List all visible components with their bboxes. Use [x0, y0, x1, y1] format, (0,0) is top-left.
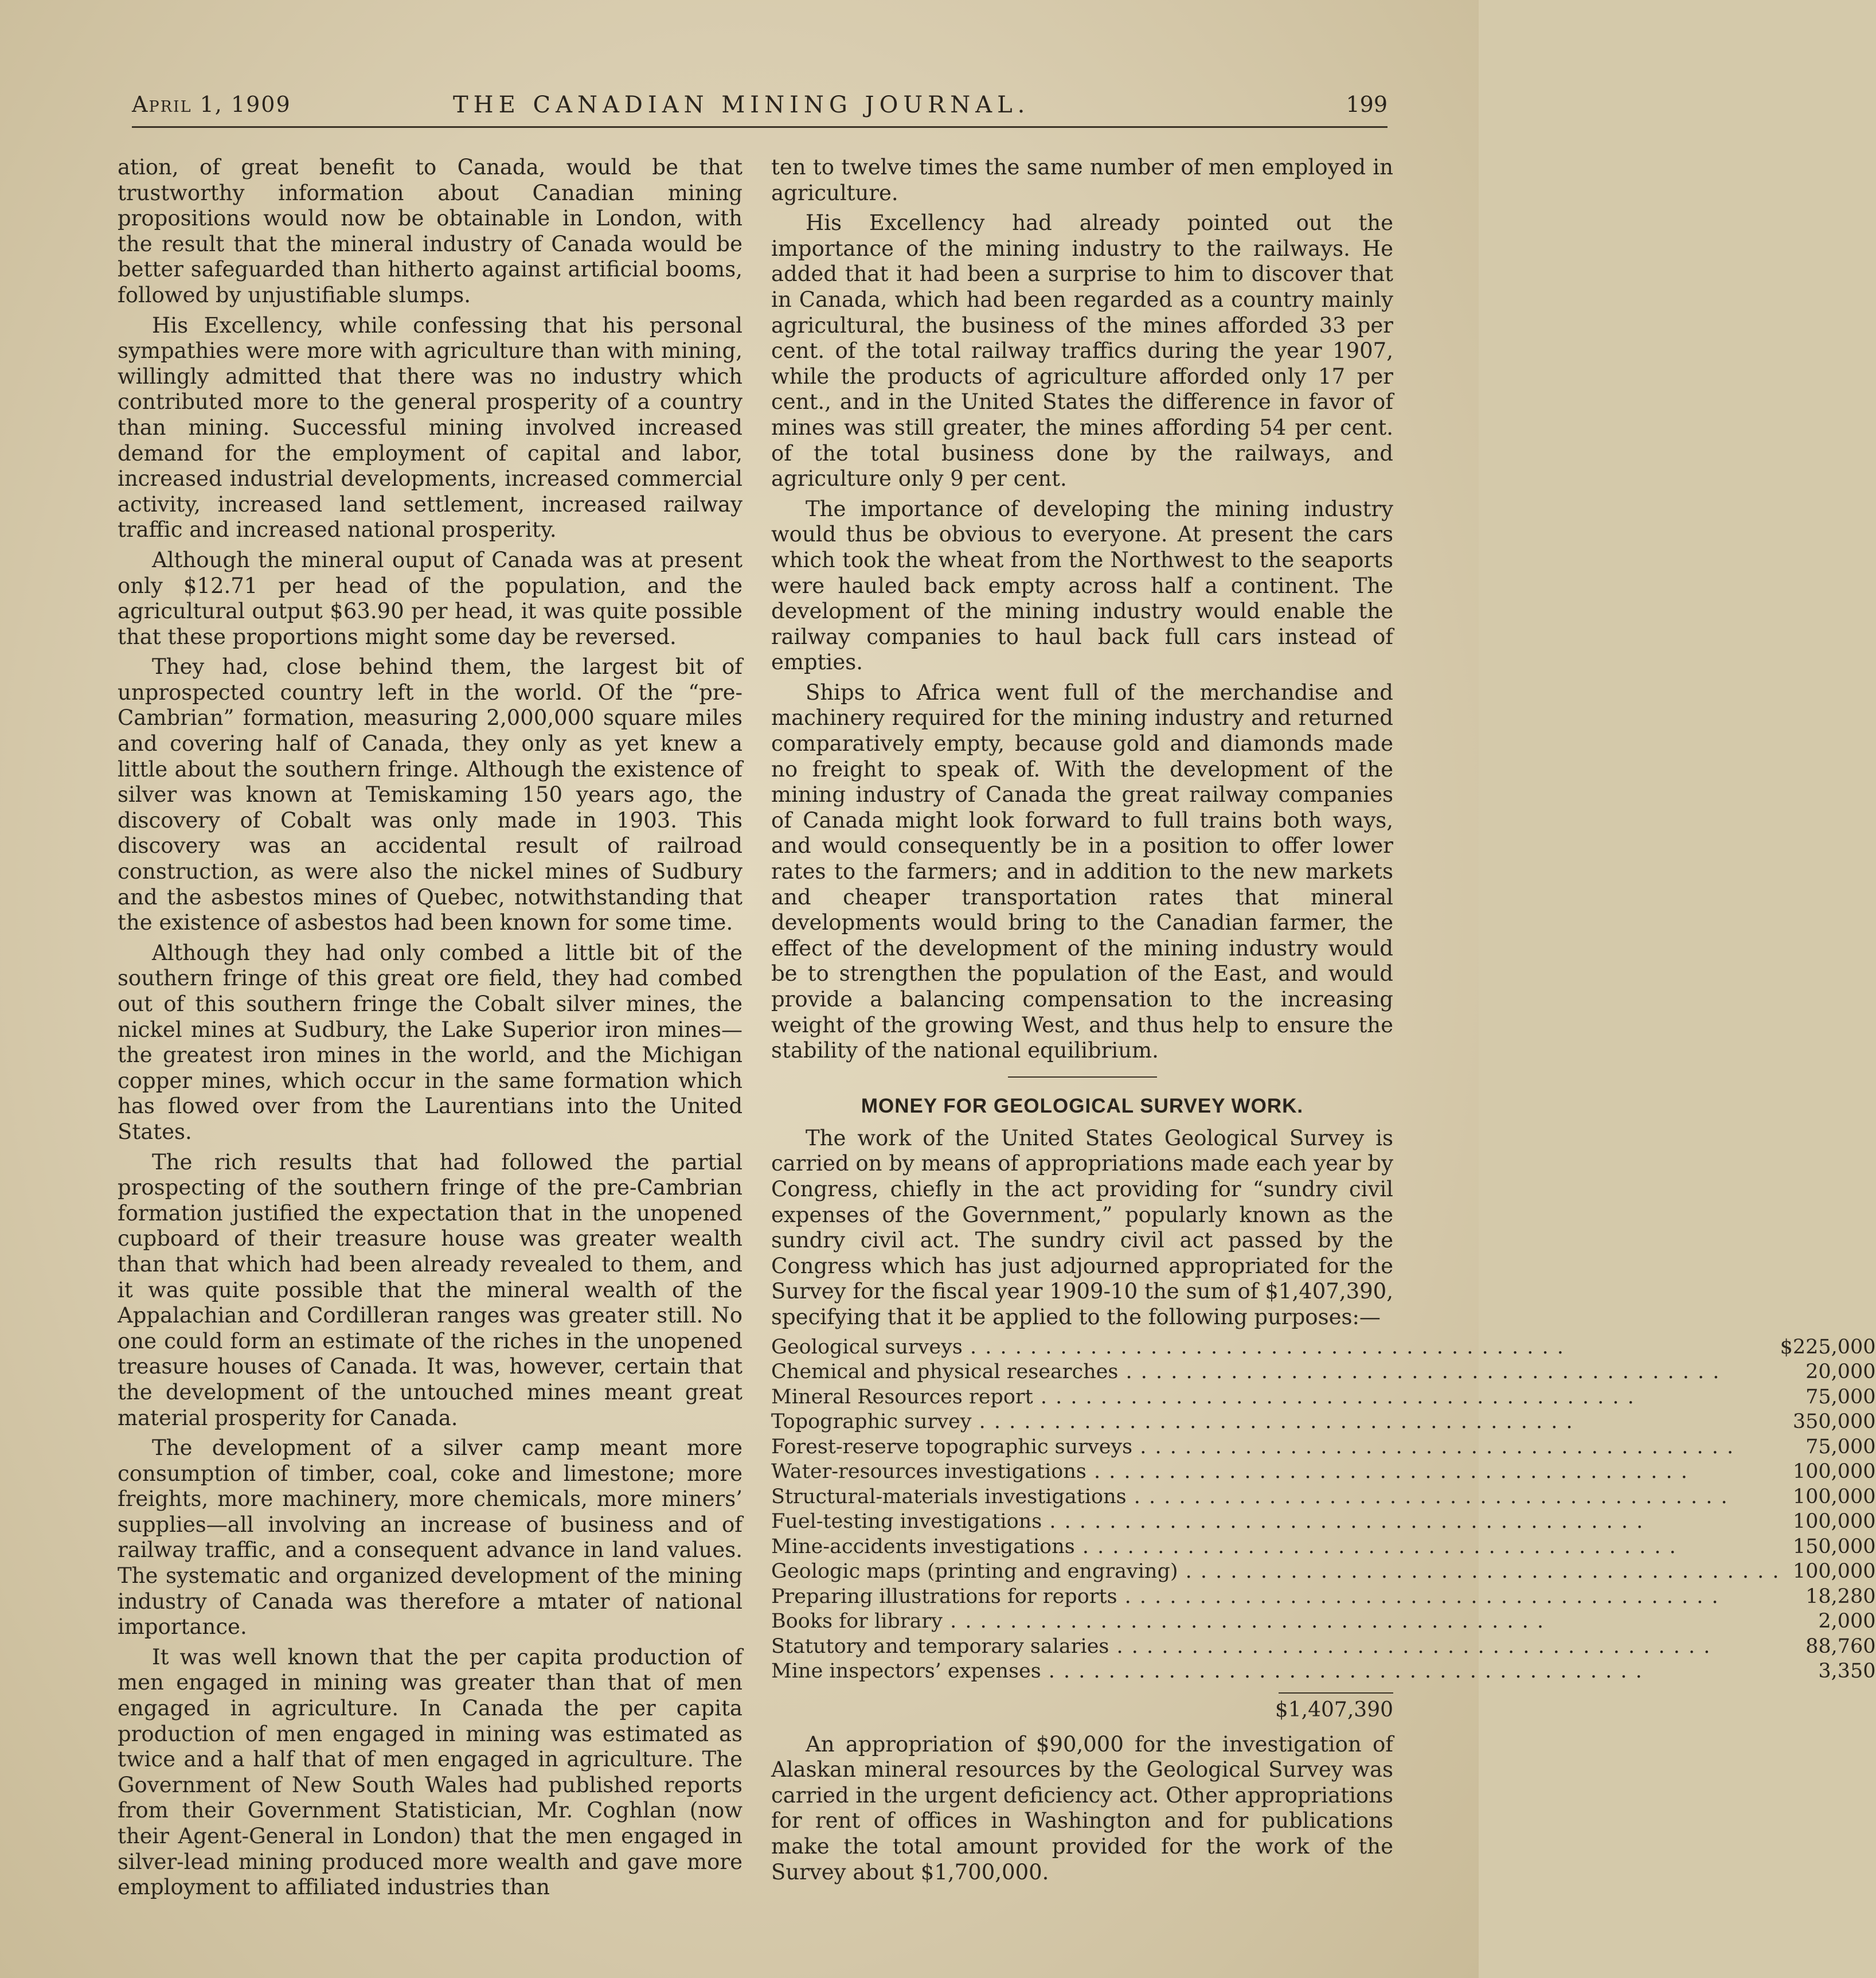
appropriation-amount: 100,000: [1792, 1510, 1876, 1534]
appropriation-amount: 2,000: [1818, 1610, 1876, 1633]
page-number: 199: [1346, 92, 1388, 117]
appropriation-label: Water-resources investigations: [771, 1460, 1086, 1484]
appropriation-label: Mine inspectors’ expenses: [771, 1660, 1041, 1683]
appropriation-label: Geological surveys: [771, 1335, 963, 1359]
appropriation-amount: 350,000: [1792, 1410, 1876, 1434]
appropriation-row: [771, 1360, 1876, 1385]
section-divider: [1008, 1076, 1157, 1078]
appropriation-amount: 3,350: [1818, 1660, 1876, 1683]
appropriation-label: Statutory and temporary salaries: [771, 1634, 1109, 1658]
paragraph: The development of a silver camp meant more consumption of timber, coal, coke and limestone; more freights, more machinery, more chemicals, more miners’ supplies—all involving an increase of business and of railway traffic, and a consequent advance in land values. The systematic and organized development of the mining industry of Canada was therefore a mtater of national importance.: [118, 1435, 742, 1640]
appropriation-row: [771, 1634, 1876, 1660]
paragraph: Although the mineral ouput of Canada was at present only $12.71 per head of the population, and the agricultural output $63.90 per head, it was quite possible that these proportions might some day be reversed.: [118, 547, 742, 649]
paragraph: His Excellency had already pointed out the importance of the mining industry to the railways. He added that it had been a surprise to him to discover that in Canada, which had been regarded as a country mainly agricultural, the business of the mines afforded 33 per cent. of the total railway traffics during the year 1907, while the products of agriculture afforded only 17 per cent., and in the United States the difference in favor of mines was still greater, the mines affording 54 per cent. of the total business done by the railways, and agriculture only 9 per cent.: [771, 210, 1393, 491]
paragraph: It was well known that the per capita production of men engaged in mining was greater than that of men engaged in agriculture. In Canada the per capita production of men engaged in mining was estimated as twice and a half that of men engaged in agriculture. The Government of New South Wales had published reports from their Government Statistician, Mr. Coghlan (now their Agent-General in London) that the men engaged in silver-lead mining produced more wealth and gave more employment to affiliated industries than: [118, 1644, 742, 1900]
appropriation-row: [771, 1509, 1876, 1535]
leader-dots: [943, 1610, 1545, 1633]
leader-dots: [1117, 1585, 1719, 1608]
appropriation-amount: 20,000: [1805, 1360, 1876, 1384]
leader-dots: [1178, 1560, 1780, 1583]
appropriation-label: Structural-materials investigations: [771, 1485, 1127, 1508]
leader-dots: [1075, 1535, 1677, 1558]
leader-dots: [1127, 1485, 1729, 1508]
leader-dots: [972, 1410, 1574, 1433]
appropriations-total: $1,407,390: [1275, 1698, 1393, 1722]
closing-paragraph: An appropriation of $90,000 for the investigation of Alaskan mineral resources by the Geological Survey was carried in the urgent deficiency act. Other appropriations for rent of offices in Washington and for publications make the total amount provided for the work of the Survey about $1,700,000.: [771, 1731, 1393, 1885]
leader-dots: [1041, 1660, 1643, 1683]
paragraph: Ships to Africa went full of the merchandise and machinery required for the mining industry and returned comparatively empty, because gold and diamonds made no freight to speak of. With the development of the mining industry of Canada the great railway companies of Canada might look forward to full trains both ways, and would consequently be in a position to offer lower rates to the farmers; and in addition to the new markets and cheaper transportation rates that mineral developments would bring to the Canadian farmer, the effect of the development of the mining industry would be to strengthen the population of the East, and would provide a balancing compensation to the increasing weight of the growing West, and thus help to ensure the stability of the national equilibrium.: [771, 680, 1393, 1063]
appropriation-label: Forest-reserve topographic surveys: [771, 1435, 1133, 1458]
appropriation-row: [771, 1410, 1876, 1435]
left-column: [118, 155, 742, 1905]
paragraph: His Excellency, while confessing that his personal sympathies were more with agriculture than with mining, willingly admitted that there was no industry which contributed more to the general prosperity of a country than mining. Successful mining involved increased demand for the employment of capital and labor, increased industrial developments, increased commercial activity, increased land settlement, increased railway traffic and increased national prosperity.: [118, 313, 742, 543]
appropriation-label: Mineral Resources report: [771, 1385, 1033, 1409]
appropriation-row: [771, 1435, 1876, 1460]
section-intro: The work of the United States Geological Survey is carried on by means of appropriations made each year by Congress, chiefly in the act providing for “sundry civil expenses of the Government,” popularly known as the sundry civil act. The sundry civil act passed by the Congress which has just adjourned appropriated for the Survey for the fiscal year 1909-10 the sum of $1,407,390, specifying that it be applied to the following purposes:—: [771, 1125, 1393, 1329]
paragraph: The rich results that had followed the partial prospecting of the southern fringe of the pre-Cambrian formation justified the expectation that in the unopened cupboard of their treasure house was greater wealth than that which had been already revealed to them, and it was quite possible that the mineral wealth of the Appalachian and Cordilleran ranges was greater still. No one could form an estimate of the riches in the unopened treasure houses of Canada. It was, however, certain that the development of the untouched mines meant great material prosperity for Canada.: [118, 1149, 742, 1430]
leader-dots: [1042, 1510, 1644, 1533]
appropriation-amount: 100,000: [1792, 1560, 1876, 1583]
leader-dots: [1033, 1386, 1635, 1409]
appropriation-amount: 88,760: [1805, 1634, 1876, 1658]
paragraph: ten to twelve times the same number of men employed in agriculture.: [771, 155, 1393, 205]
appropriation-row: [771, 1559, 1876, 1585]
appropriation-amount: 18,280: [1805, 1585, 1876, 1608]
appropriation-row: [771, 1609, 1876, 1634]
running-header: [132, 92, 1388, 128]
leader-dots: [1086, 1460, 1689, 1483]
appropriation-row: [771, 1585, 1876, 1610]
appropriation-row: [771, 1385, 1876, 1410]
appropriation-row: [771, 1460, 1876, 1485]
appropriation-amount: $225,000: [1780, 1335, 1876, 1359]
appropriation-label: Topographic survey: [771, 1410, 972, 1434]
section-heading: MONEY FOR GEOLOGICAL SURVEY WORK.: [861, 1094, 1304, 1117]
appropriations-table: [771, 1335, 1876, 1684]
appropriation-label: Fuel-testing investigations: [771, 1510, 1042, 1534]
appropriation-row: [771, 1659, 1876, 1684]
appropriation-amount: 75,000: [1805, 1385, 1876, 1409]
paragraph: Although they had only combed a little bit of the southern fringe of this great ore field, they had combed out of this southern fringe the Cobalt silver mines, the nickel mines at Sudbury, the Lake Superior iron mines—the greatest iron mines in the world, and the Michigan copper mines, which occur in the same formation which has flowed over from the Laurentians into the United States.: [118, 940, 742, 1144]
paragraph: ation, of great benefit to Canada, would be that trustworthy information about Canadian mining propositions would now be obtainable in London, with the result that the mineral industry of Canada would be better safeguarded than hitherto against artificial booms, followed by unjustifiable slumps.: [118, 155, 742, 307]
appropriation-label: Chemical and physical researches: [771, 1360, 1119, 1384]
appropriation-row: [771, 1535, 1876, 1560]
paragraph: The importance of developing the mining industry would thus be obvious to everyone. At present the cars which took the wheat from the Northwest to the seaports were hauled back empty across half a continent. The development of the mining industry would enable the railway companies to haul back full cars instead of empties.: [771, 496, 1393, 675]
right-column: [771, 155, 1876, 1890]
appropriation-amount: 100,000: [1792, 1460, 1876, 1484]
appropriation-amount: 150,000: [1792, 1535, 1876, 1558]
paragraph: They had, close behind them, the largest bit of unprospected country left in the world. Of the “pre-Cambrian” formation, measuring 2,000,000 square miles and covering half of Canada, they only as yet knew a little about the southern fringe. Although the existence of silver was known at Temiskaming 150 years ago, the discovery of Cobalt was only made in 1903. This discovery was an accidental result of railroad construction, as were also the nickel mines of Sudbury and the asbestos mines of Quebec, notwithstanding that the existence of asbestos had been known for some time.: [118, 654, 742, 935]
appropriation-row: [771, 1335, 1876, 1360]
appropriation-amount: 75,000: [1805, 1435, 1876, 1458]
appropriation-label: Mine-accidents investigations: [771, 1535, 1075, 1558]
leader-dots: [1109, 1635, 1711, 1658]
issue-date: April 1, 1909: [132, 92, 291, 117]
total-rule: [1279, 1692, 1393, 1694]
leader-dots: [1132, 1435, 1734, 1458]
appropriation-label: Preparing illustrations for reports: [771, 1585, 1117, 1608]
leader-dots: [963, 1336, 1565, 1359]
journal-title: THE CANADIAN MINING JOURNAL.: [453, 92, 1030, 118]
appropriation-row: [771, 1485, 1876, 1510]
appropriation-label: Geologic maps (printing and engraving): [771, 1560, 1178, 1583]
leader-dots: [1118, 1360, 1720, 1383]
appropriation-amount: 100,000: [1792, 1485, 1876, 1508]
appropriation-label: Books for library: [771, 1610, 943, 1633]
